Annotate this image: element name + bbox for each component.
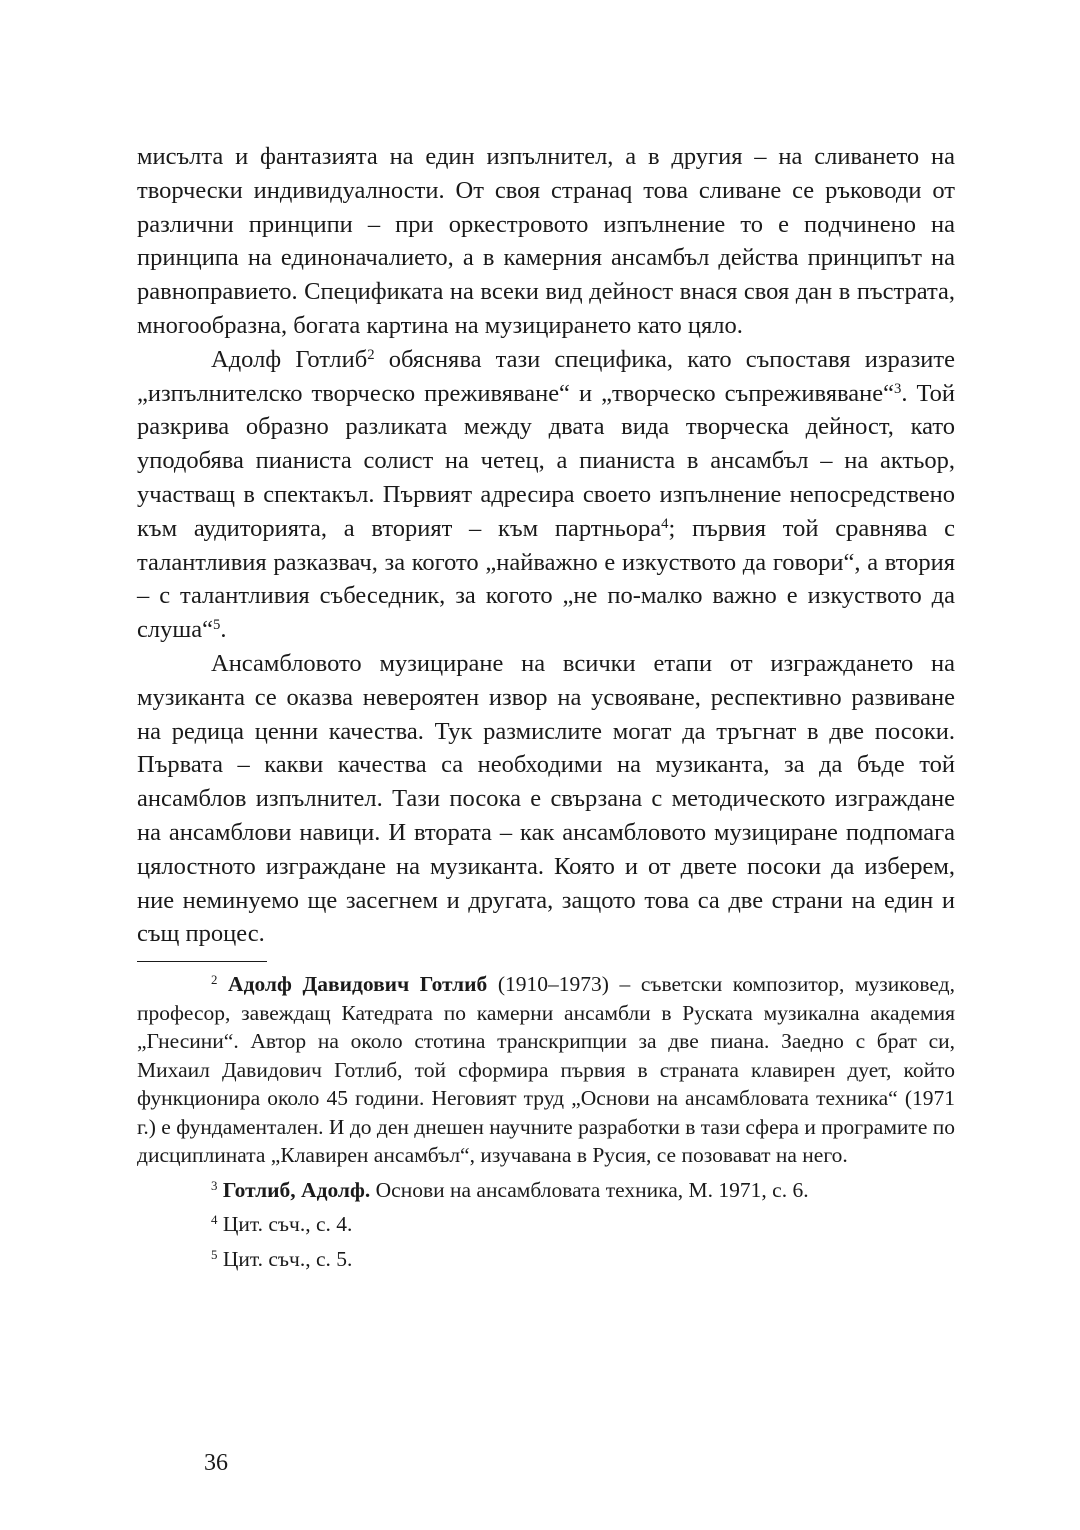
- footnote-ref-2[interactable]: 2: [367, 346, 375, 363]
- footnote-text: (1910–1973) – съветски композитор, музиковед, професор, завеждащ Катедрата по камерни ансамбли в Руската музикална академия „Гнесини“. Автор на около стотина транскрипции за две пиана. Заедно с брат си, Михаил Давидович Готлиб, той сформира първия в страната клавирен дует, който функционира около 45 години. Неговият труд „Основи на ансамбловата техника“ (1971 г.) е фундаментален. И до ден днешен научните разработки в тази сфера и програмите по дисциплината „Клавирен ансамбъл“, изучавана в Русия, се позовават на него.: [137, 972, 955, 1168]
- footnote-2: [137, 970, 955, 1170]
- footnote-author: Готлиб, Адолф.: [222, 1177, 371, 1202]
- footnote-text: Цит. съч., с. 4.: [222, 1212, 353, 1237]
- footnote-ref-5[interactable]: 5: [212, 617, 221, 634]
- footnotes: [137, 970, 955, 1273]
- paragraph-2: [137, 343, 955, 647]
- footnote-text: Основи на ансамбловата техника, М. 1971, с. 6.: [370, 1177, 809, 1202]
- paragraph-1: мисълта и фантазията на един изпълнител, а в другия – на сливането на творчески индивидуалности. От своя странаq това сливане се ръководи от различни принципи – при оркестровото изпълнение то е подчинено на принципа на единоначалието, а в камерния ансамбъл действа принципът на равноправието. Спецификата на всеки вид дейност внася своя дан в пъстрата, многообразна, богата картина на музицирането като цяло.: [137, 143, 955, 339]
- footnote-number: 2: [211, 973, 218, 988]
- footnote-author: Адолф Давидович Готлиб: [228, 972, 488, 997]
- footnote-ref-3[interactable]: 3: [893, 380, 902, 397]
- page-number: 36: [204, 1450, 228, 1476]
- footnote-number: 3: [211, 1178, 218, 1193]
- footnote-number: 4: [211, 1213, 218, 1228]
- paragraph-2-part-3: . Той разкрива образно разликата между двата вида творческа дейност, като уподобява пианиста солист на четец, а пианиста в ансамбъл – на актьор, участващ в спектакъл. Първият адресира своето изпълнение непосредствено към аудиторията, а вторият – към партньора: [137, 379, 955, 542]
- page-content: [137, 140, 955, 1273]
- paragraph-2-part-1: Адолф Готлиб: [211, 345, 368, 373]
- main-text: [137, 140, 955, 951]
- footnote-4: [137, 1210, 955, 1239]
- footnote-text: Цит. съч., с. 5.: [222, 1246, 353, 1271]
- footnote-3: [137, 1176, 955, 1205]
- footnote-ref-4[interactable]: 4: [661, 515, 669, 532]
- footnote-divider: [137, 961, 267, 962]
- paragraph-2-part-2: обяснява тази специфика, като съпоставя изразите „изпълнителско творческо преживяване“ и „творческо съпреживяване“: [137, 345, 955, 407]
- paragraph-3: Ансамбловото музициране на всички етапи от изграждането на музиканта се оказва невероятен извор на усвояване, респективно развиване на редица ценни качества. Тук размислите могат да тръгнат в две посоки. Първата – какви качества са необходими на музиканта, за да бъде той ансамблов изпълнител. Тази посока е свързана с методическото изграждане на ансамблови навици. И втората – как ансамбловото музициране подпомага цялостното изграждане на музиканта. Която и от двете посоки да изберем, ние неминуемо ще засегнем и другата, защото това са две страни на един и същ процес.: [137, 649, 955, 948]
- footnote-number: 5: [211, 1247, 218, 1262]
- paragraph-2-part-4: ; първия той сравнява с талантливия разказвач, за когото „найважно е изкуството да говори“, а втория – с талантливия събеседник, за когото „не по-малко важно е изкуството да слуша“: [137, 514, 955, 644]
- footnote-5: [137, 1245, 955, 1274]
- paragraph-2-part-5: .: [220, 616, 227, 644]
